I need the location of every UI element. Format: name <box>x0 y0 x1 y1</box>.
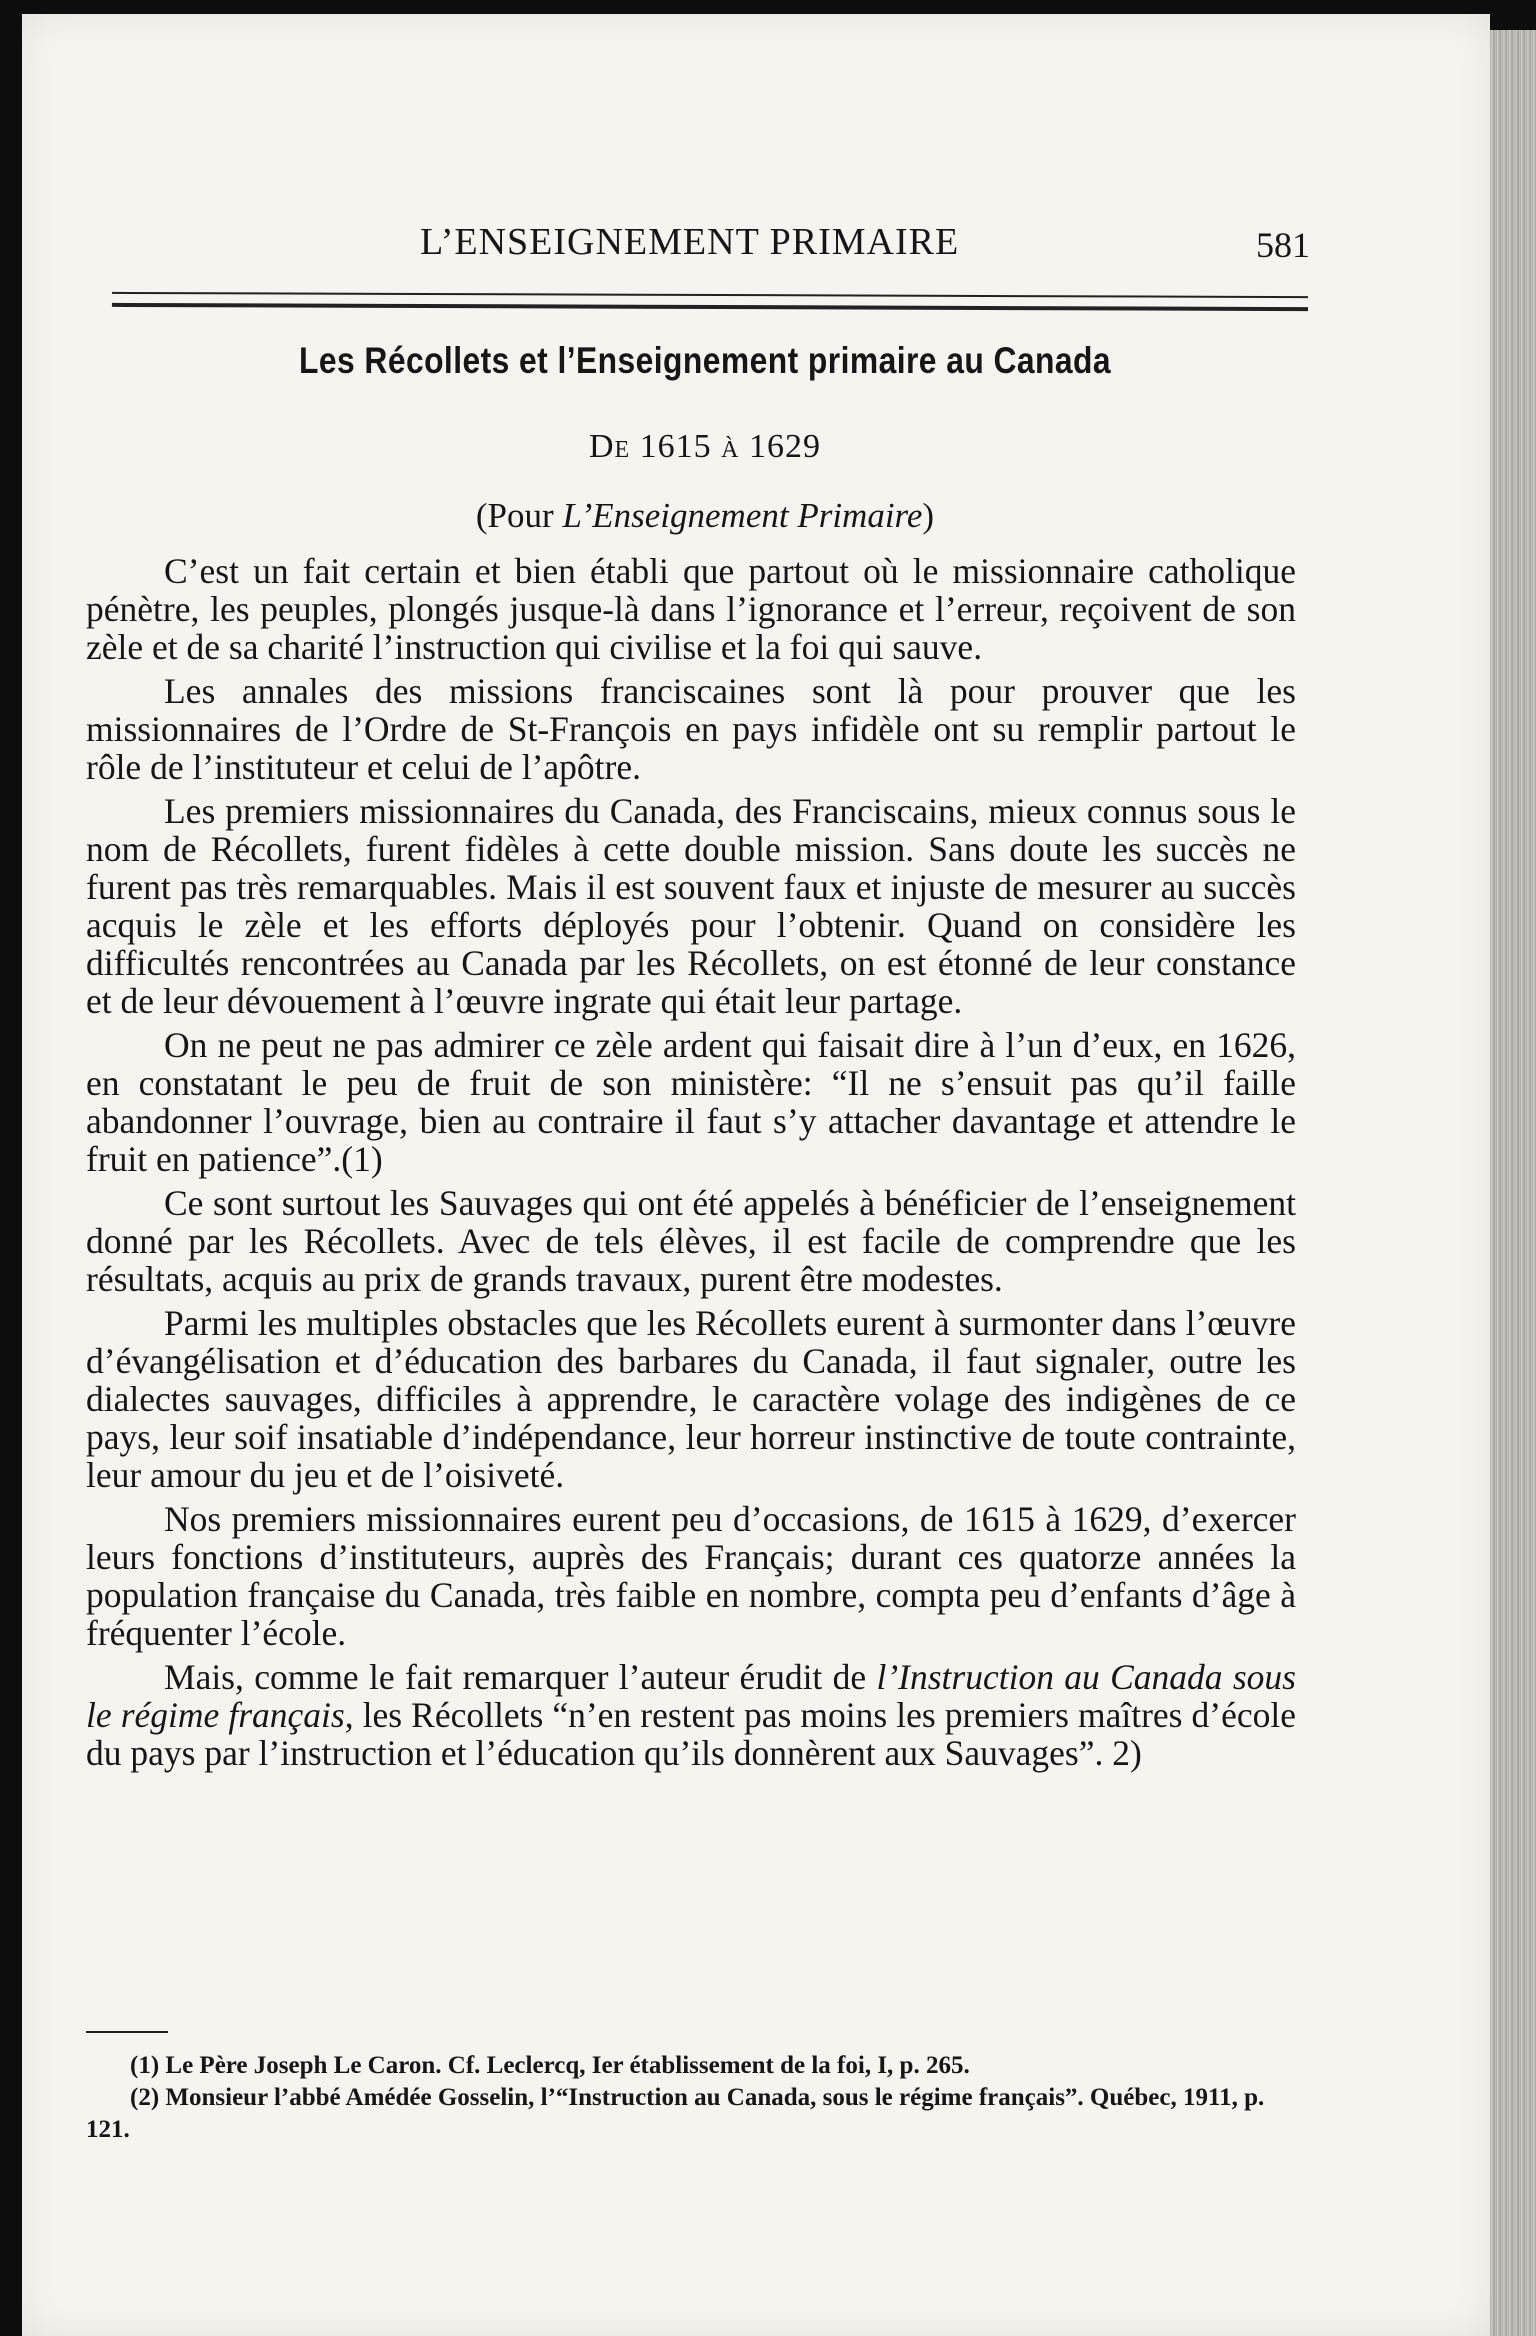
article-byline <box>100 496 1310 536</box>
page-number: 581 <box>1256 225 1310 265</box>
paragraph: Les annales des missions franciscaines sont là pour prouver que les missionnaires de l’Ordre de St-François en pays infidèle ont su remplir partout le rôle de l’instituteur et celui de l’apôtre. <box>86 671 1296 787</box>
paragraph: On ne peut ne pas admirer ce zèle ardent qui faisait dire à l’un d’eux, en 1626, en constatant le peu de fruit de son ministère: “Il ne s’ensuit pas qu’il faille abandonner l’ouvrage, bien au contraire il faut s’y attacher davantage et attendre le fruit en patience”.(1) <box>86 1025 1296 1179</box>
paragraph: Ce sont surtout les Sauvages qui ont été appelés à bénéficier de l’enseignement donné par les Récollets. Avec de tels élèves, il est facile de comprendre que les résultats, acquis au prix de grands travaux, purent être modestes. <box>86 1183 1296 1299</box>
article-dates: De 1615 à 1629 <box>588 428 822 465</box>
paragraph: Nos premiers missionnaires eurent peu d’occasions, de 1615 à 1629, d’exercer leurs fonctions d’instituteurs, auprès des Français; durant ces quatorze années la population française du Canada, très faible en nombre, compta peu d’enfants d’âge à fréquenter l’école. <box>86 1499 1296 1653</box>
article-body <box>86 552 1296 1778</box>
paragraph: C’est un fait certain et bien établi que partout où le missionnaire catholique pénètre, les peuples, plongés jusque-là dans l’ignorance et l’erreur, reçoivent de son zèle et de sa charité l’instruction qui civilise et la foi qui sauve. <box>86 551 1296 667</box>
cited-work-title: l’Instruction au Canada sous le régime français <box>86 1657 1296 1735</box>
article-title: Les Récollets et l’Enseignement primaire au Canada <box>299 340 1111 381</box>
last-paragraph-after: , les Récollets “n’en restent pas moins les premiers maîtres d’école du pays par l’instruction et l’éducation qu’ils donnèrent aux Sauvages”. 2) <box>86 1695 1296 1773</box>
page-header <box>100 220 1310 270</box>
last-paragraph-before: Mais, comme le fait remarquer l’auteur érudit de <box>164 1657 877 1697</box>
byline-suffix: ) <box>922 496 935 535</box>
footnote-2: (2) Monsieur l’abbé Amédée Gosselin, l’“Instruction au Canada, sous le régime français”. Québec, 1911, p. 121. <box>86 2084 1265 2143</box>
running-title: L’ENSEIGNEMENT PRIMAIRE <box>420 221 960 263</box>
page-stack-edge <box>1490 30 1536 2336</box>
byline-prefix: (Pour <box>475 496 563 535</box>
paragraph: Les premiers missionnaires du Canada, des Franciscains, mieux connus sous le nom de Récollets, furent fidèles à cette double mission. Sans doute les succès ne furent pas très remarquables. Mais il est souvent faux et injuste de mesurer au succès acquis le zèle et les efforts déployés pour l’obtenir. Quand on considère les difficultés rencontrées au Canada par les Récollets, on est étonné de leur constance et de leur dévouement à l’œuvre ingrate qui était leur partage. <box>86 791 1296 1021</box>
byline-italic: L’Enseignement Primaire <box>562 496 923 535</box>
footnote-1: (1) Le Père Joseph Le Caron. Cf. Leclercq, Ier établissement de la foi, I, p. 265. <box>130 2052 970 2079</box>
footnote-rule <box>86 2031 168 2033</box>
footnotes <box>86 2050 1296 2146</box>
paragraph-last <box>86 1658 1296 1772</box>
paragraph: Parmi les multiples obstacles que les Récollets eurent à surmonter dans l’œuvre d’évangélisation et d’éducation des barbares du Canada, il faut signaler, outre les dialectes sauvages, difficiles à apprendre, le caractère volage des indigènes de ce pays, leur soif insatiable d’indépendance, leur horreur instinctive de toute contrainte, leur amour du jeu et de l’oisiveté. <box>86 1303 1296 1495</box>
